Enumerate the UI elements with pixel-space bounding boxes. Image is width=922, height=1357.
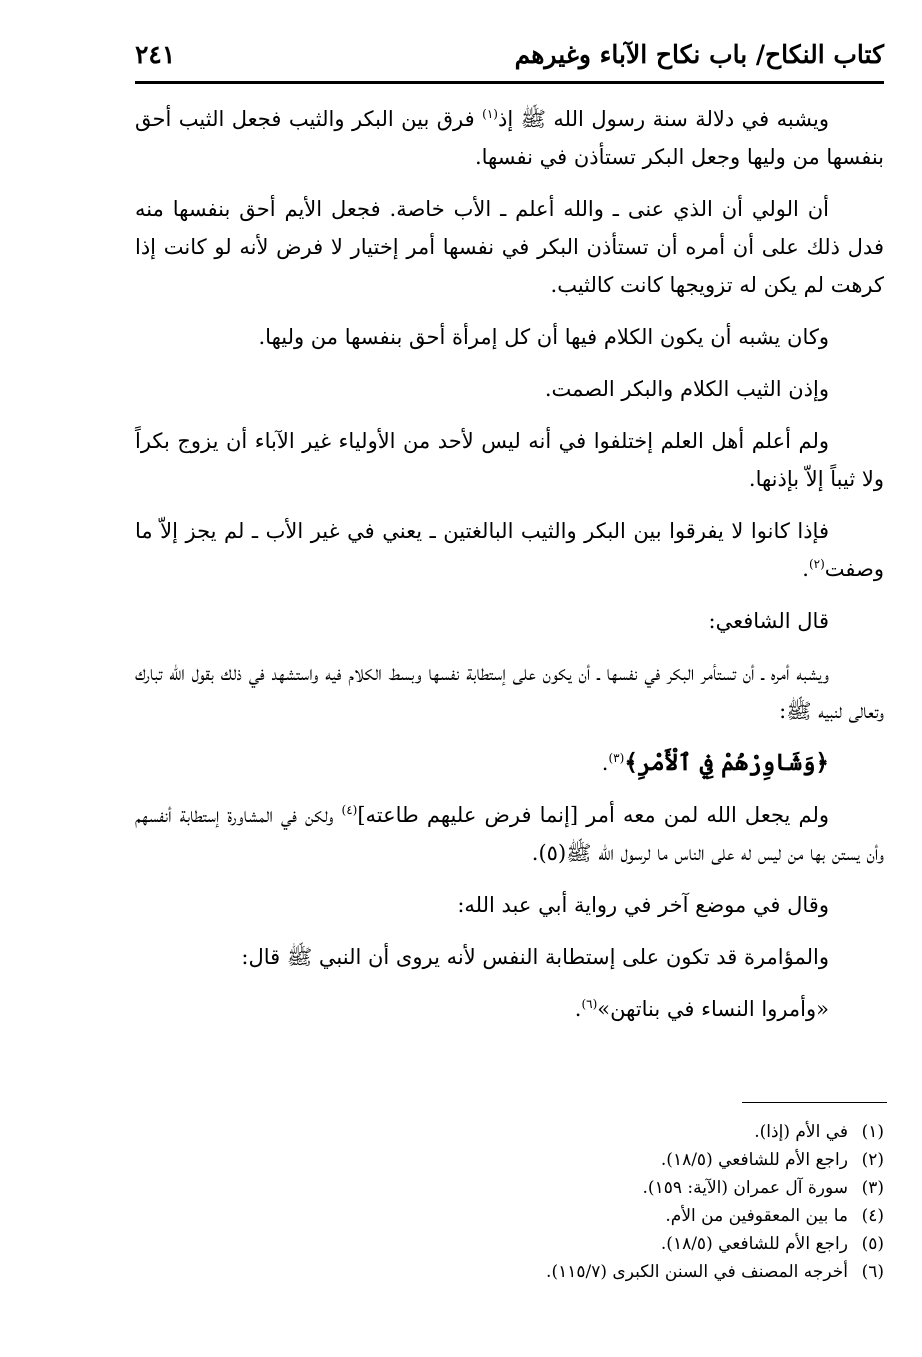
paragraph-8: ويشبه أمره ـ أن تستأمر البكر في نفسها ـ أن يكون على إستطابة نفسها وبسط الكلام فيه واستشهد في ذلك بقول الله تبارك وتعالى لنبيه ﷺ: xyxy=(135,661,884,723)
quran-verse: ﴿وَشَاوِرْهُمْ فِي ٱلْأَمْرِ﴾$^{(٣)}$. xyxy=(601,749,829,776)
hadith-quote: «وأمروا النساء في بناتهن»$^{(٦)}$. xyxy=(574,997,829,1021)
footnote-ref-6: (٦) xyxy=(581,997,598,1011)
paragraph-10: وقال في موضع آخر في رواية أبي عبد الله: xyxy=(457,893,829,917)
footnote-item: (٢)راجع الأم للشافعي (١٨/٥). xyxy=(660,1150,884,1170)
page-number: ٢٤١ xyxy=(135,40,176,69)
header-rule xyxy=(135,81,884,84)
page-header xyxy=(135,36,884,84)
paragraph-2: أن الولي أن الذي عنى ـ والله أعلم ـ الأب خاصة. فجعل الأيم أحق بنفسها منه فدل ذلك على أن أمره أن تستأذن البكر في نفسها أمر إختيار لا فرض لأنه لو كانت إذا كرهت لم يكن له تزويجها كانت كالثيب. xyxy=(135,197,884,297)
paragraph-6: فإذا كانوا لا يفرقوا بين البكر والثيب البالغتين ـ يعني في غير الأب ـ لم يجز إلاّ ما وصفت$^{(٢)}$. xyxy=(135,519,884,581)
main-text xyxy=(135,100,884,1042)
paragraph-5: ولم أعلم أهل العلم إختلفوا في أنه ليس لأحد من الأولياء غير الآباء أن يزوج بكراً ولا ثيباً إلاّ بإذنها. xyxy=(135,429,884,491)
paragraph-11: والمؤامرة قد تكون على إستطابة النفس لأنه يروى أن النبي ﷺ قال: xyxy=(241,945,829,969)
footnote-item: (٦)أخرجه المصنف في السنن الكبرى (١١٥/٧). xyxy=(546,1262,884,1282)
paragraph-9: ولم يجعل الله لمن معه أمر [إنما فرض عليهم طاعته]$^{(٤)}$ ولكن في المشاورة إستطابة أنفسهم وأن يستن بها من ليس له على الناس ما لرسول الله ﷺ(٥). xyxy=(135,803,884,865)
footnote-item: (٥)راجع الأم للشافعي (١٨/٥). xyxy=(660,1234,884,1254)
footnote-ref-1: (١) xyxy=(482,107,498,121)
footnote-item: (٤)ما بين المعقوفين من الأم. xyxy=(665,1206,884,1226)
footnote-ref-3: (٣) xyxy=(608,751,625,765)
chapter-title: كتاب النكاح/ باب نكاح الآباء وغيرهم xyxy=(514,40,884,69)
footnote-item: (٣)سورة آل عمران (الآية: ١٥٩). xyxy=(642,1178,884,1198)
footnotes xyxy=(135,1118,884,1286)
footnote-item: (١)في الأم (إذا). xyxy=(754,1122,884,1142)
paragraph-4: وإذن الثيب الكلام والبكر الصمت. xyxy=(544,377,829,401)
paragraph-3: وكان يشبه أن يكون الكلام فيها أن كل إمرأة أحق بنفسها من وليها. xyxy=(258,325,829,349)
footnote-ref-4: (٤) xyxy=(341,803,358,817)
footnote-separator xyxy=(742,1102,887,1103)
paragraph-1: ويشبه في دلالة سنة رسول الله ﷺ إذ$^{(١)}$ فرق بين البكر والثيب فجعل الثيب أحق بنفسها من وليها وجعل البكر تستأذن في نفسها. xyxy=(135,107,884,169)
paragraph-7: قال الشافعي: xyxy=(708,609,829,633)
footnote-ref-2: (٢) xyxy=(808,557,825,571)
